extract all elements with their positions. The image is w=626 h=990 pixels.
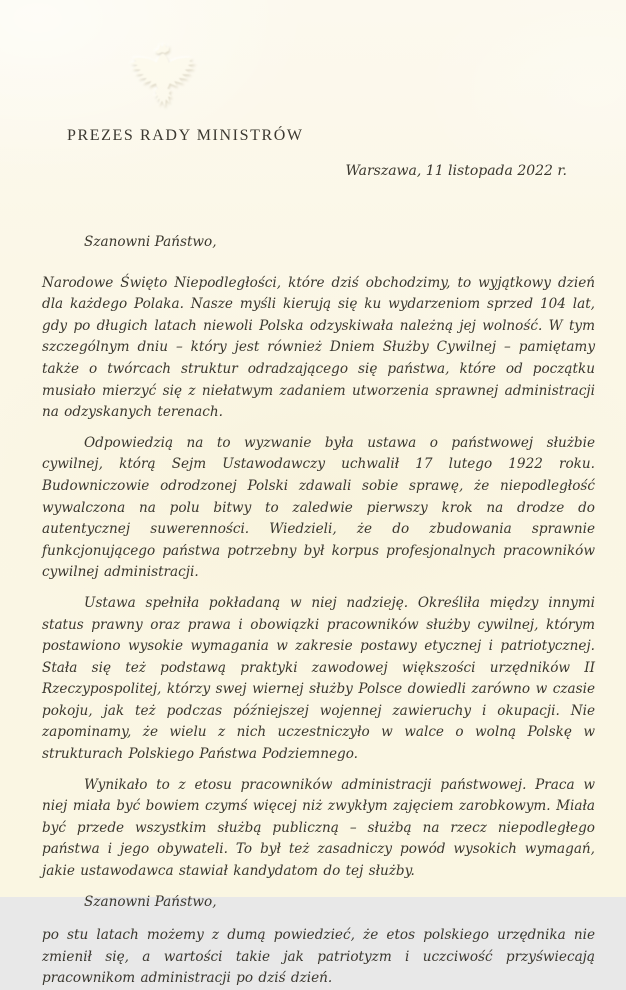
salutation-second: Szanowni Państwo, [84, 893, 217, 910]
paragraph-1: Narodowe Święto Niepodległości, które dziś obchodzimy, to wyjątkowy dzień dla każdego Polaka. Nasze myśli kierują się ku wydarzeniom sprzed 104 lat, gdy po długich latach niewoli Polska odzyskiwała należną jej wolność. W tym szczególnym dniu – który jest również Dniem Służby Cywilnej – pamiętamy także o twórcach struktur odradzającego się państwa, które od początku musiało mierzyć się z niełatwym zadaniem utworzenia sprawnej administracji na odzyskanych terenach. [42, 274, 595, 421]
salutation-first: Szanowni Państwo, [84, 234, 217, 250]
paragraph-3: Ustawa spełniła pokładaną w niej nadzieję. Określiła między innymi status prawny oraz prawa i obowiązki pracowników służby cywilnej, którym postawiono wysokie wymagania w zakresie postawy etycznej i patriotycznej. Stała się też podstawą praktyki zawodowej większości urzędników II Rzeczypospolitej, którzy swej wiernej służby Polsce dowiedli zarówno w czasie pokoju, jak też podczas późniejszej wojennej zawieruchy i okupacji. Nie zapominamy, że wielu z nich uczestniczyło w walce o wolną Polskę w strukturach Polskiego Państwa Podziemnego. [42, 594, 595, 763]
embossed-polish-eagle-icon [124, 40, 200, 116]
paragraph-2: Odpowiedzią na to wyzwanie była ustawa o państwowej służbie cywilnej, którą Sejm Ustawodawczy uchwalił 17 lutego 1922 roku. Budowniczowie odrodzonej Polski zdawali sobie sprawę, że niepodległość wywalczona na polu bitwy to zaledwie pierwszy krok na drodze do autentycznej suwerenności. Wiedzieli, że do zbudowania sprawnie funkcjonującego państwa potrzebny był korpus profesjonalnych pracowników cywilnej administracji. [42, 434, 595, 581]
closing-paragraph: po stu latach możemy z dumą powiedzieć, że etos polskiego urzędnika nie zmienił się, a wartości takie jak patriotyzm i uczciwość przyświecają pracownikom administracji po dziś dzień. [42, 927, 595, 987]
letter-body [42, 232, 595, 990]
dateline: Warszawa, 11 listopada 2022 r. [345, 163, 567, 179]
paragraph-4: Wynikało to z etosu pracowników administracji państwowej. Praca w niej miała być bowiem czymś więcej niż zwykłym zajęciem zarobkowym. Miała być przede wszystkim służbą publiczną – służbą na rzecz niepodległego państwa i jego obywateli. To był też zasadniczy powód wysokich wymagań, jakie ustawodawca stawiał kandydatom do tej służby. [42, 776, 595, 880]
sender-title: PREZES RADY MINISTRÓW [67, 127, 304, 144]
